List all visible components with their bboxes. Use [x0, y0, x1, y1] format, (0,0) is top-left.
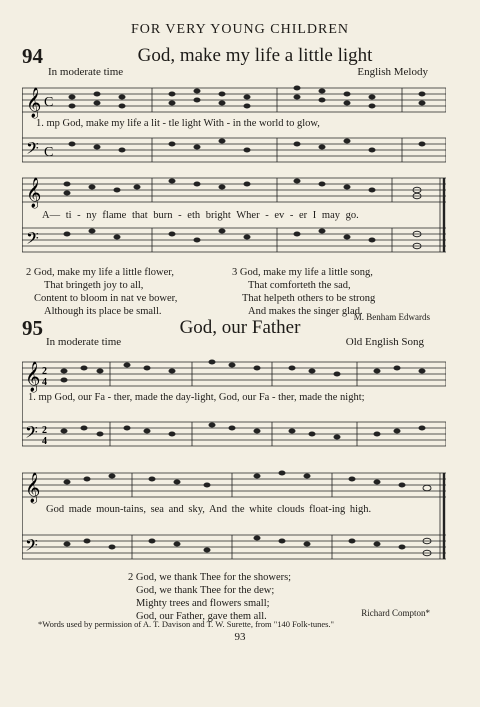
verse-line: That bringeth joy to all, — [44, 280, 144, 291]
svg-text:2: 2 — [42, 425, 47, 436]
verse-line: Mighty trees and flowers small; — [136, 598, 270, 609]
svg-text:𝄢: 𝄢 — [26, 228, 39, 252]
hymn-95-number: 95 — [22, 316, 43, 340]
section-header: FOR VERY YOUNG CHILDREN — [130, 22, 350, 37]
svg-text:𝄞: 𝄞 — [26, 178, 42, 208]
svg-text:𝄢: 𝄢 — [25, 422, 38, 446]
hymn-94-title: God, make my life a little light — [137, 45, 373, 66]
hymn-95-lyrics-line-1: 1. mp God, our Fa - ther, made the day-light, God, our Fa - ther, made the night; — [28, 392, 365, 403]
verse-line: Although its place be small. — [44, 306, 162, 317]
verse-line: 3 God, make my life a little song, — [232, 267, 373, 278]
verse-line: God, we thank Thee for the dew; — [136, 585, 275, 596]
verse-line: God, our Father, gave them all. — [136, 611, 267, 622]
svg-text:𝄞: 𝄞 — [26, 88, 42, 118]
hymn-95-lyrics-line-2: God made moun-tains, sea and sky, And the white clouds float-ing high. — [46, 504, 372, 515]
svg-text:C: C — [44, 95, 54, 110]
verse-line: That helpeth others to be strong — [242, 293, 376, 304]
svg-text:4: 4 — [42, 436, 47, 447]
verse-line: And makes the singer glad. — [248, 306, 363, 317]
hymn-94-lyrics-line-1: 1. mp God, make my life a lit - tle light With - in the world to glow, — [36, 118, 320, 129]
verse-line: That comforteth the sad, — [248, 280, 351, 291]
hymn-94-lyrics-line-2: A— ti - ny flame that burn - eth bright Wher - ev - er I may go. — [42, 210, 359, 221]
hymn-95-system-2 — [22, 455, 446, 575]
verse-line: Content to bloom in nat ve bower, — [34, 293, 178, 304]
hymn-95-verse-2 — [128, 571, 291, 623]
hymn-95-tempo: In moderate time — [46, 336, 122, 348]
svg-text:4: 4 — [42, 377, 47, 388]
music-staff-icon — [22, 455, 446, 575]
hymn-95-credit: Richard Compton* — [361, 608, 430, 618]
verse-line: 2 God, make my life a little flower, — [26, 267, 174, 278]
hymn-95-source: Old English Song — [345, 336, 424, 348]
verse-line: 2 God, we thank Thee for the showers; — [128, 572, 292, 583]
svg-text:𝄞: 𝄞 — [25, 473, 41, 503]
svg-text:2: 2 — [42, 366, 47, 377]
page-number: 93 — [234, 631, 246, 643]
hymn-94-credit: M. Benham Edwards — [353, 312, 430, 322]
hymn-95-title: God, our Father — [179, 317, 301, 338]
hymn-94-verse-2 — [26, 266, 177, 318]
hymn-94-number: 94 — [22, 44, 43, 68]
hymn-94-tempo: In moderate time — [48, 66, 124, 78]
footnote: *Words used by permission of A. T. Davison and T. W. Surette, from "140 Folk-tunes." — [38, 619, 335, 629]
svg-text:𝄢: 𝄢 — [25, 535, 38, 559]
svg-text:𝄞: 𝄞 — [25, 362, 41, 392]
hymn-94-verse-3 — [232, 266, 375, 318]
svg-text:C: C — [44, 145, 54, 160]
hymn-94-source: English Melody — [357, 66, 428, 78]
svg-text:𝄢: 𝄢 — [26, 138, 39, 162]
